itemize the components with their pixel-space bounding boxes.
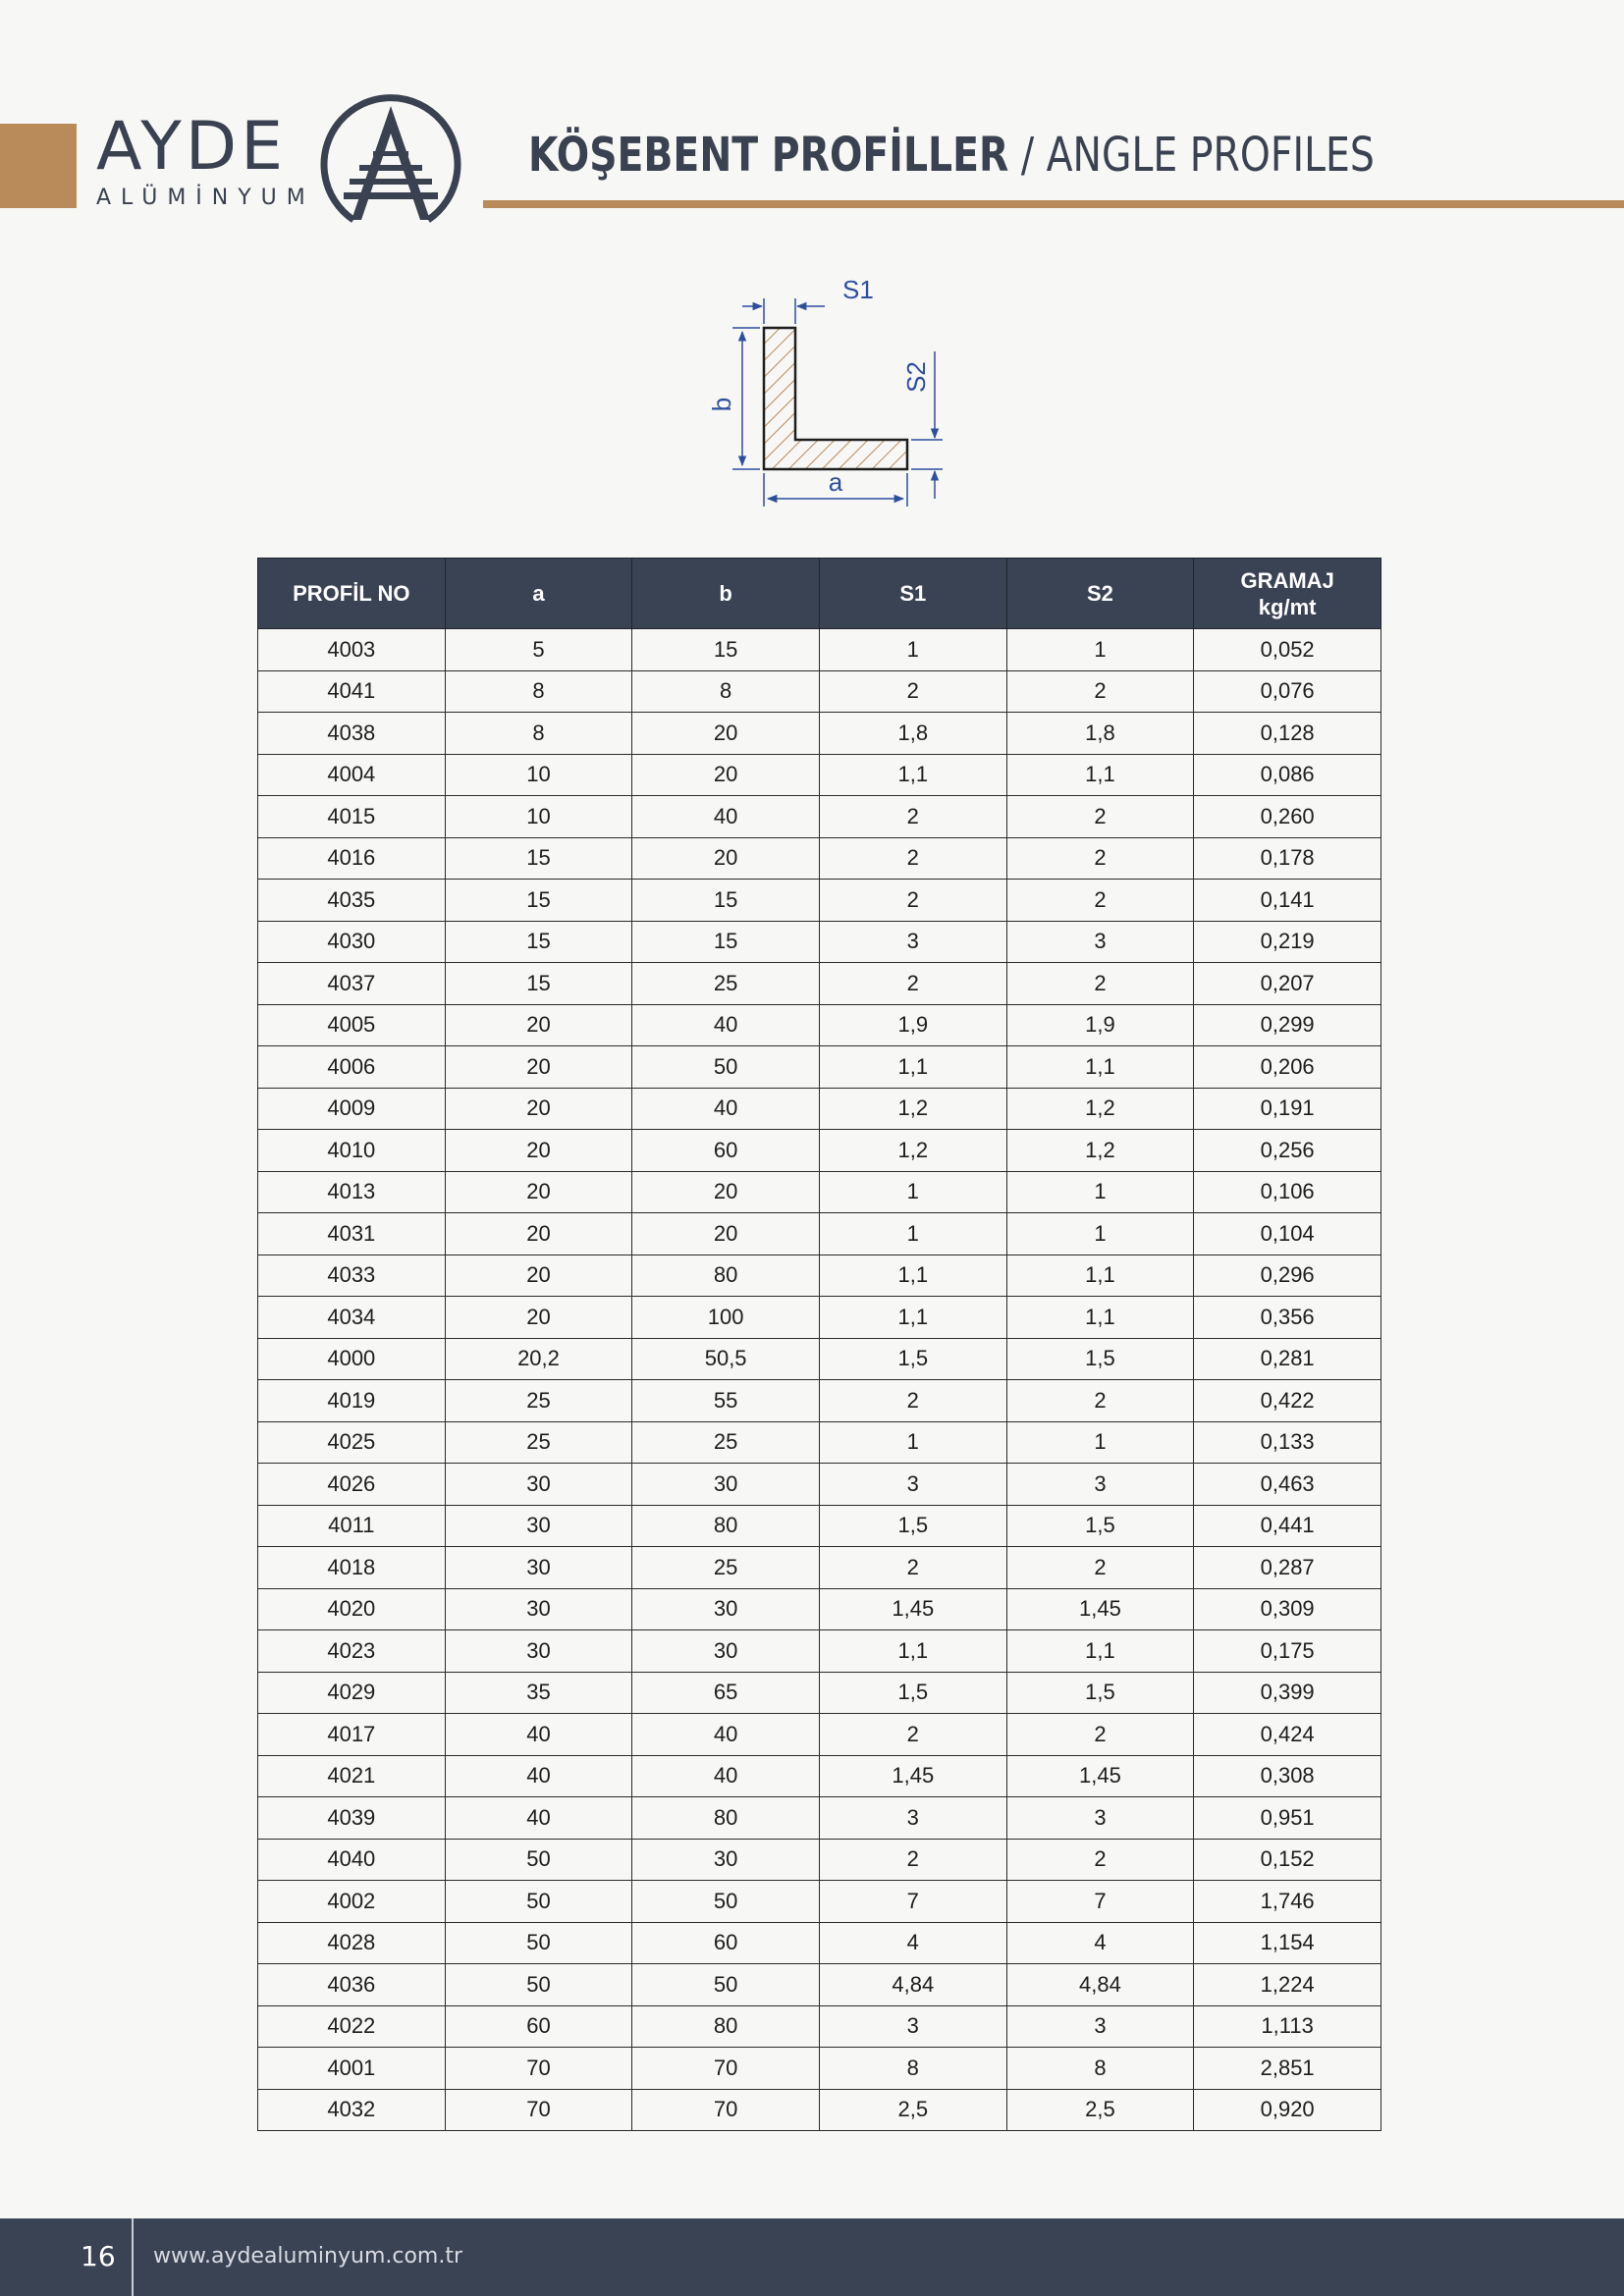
footer-divider xyxy=(132,2218,134,2296)
cell-profile-no: 4033 xyxy=(258,1255,446,1297)
cell-b: 15 xyxy=(632,921,820,963)
cell-a: 25 xyxy=(445,1380,632,1422)
cell-a: 20 xyxy=(445,1171,632,1213)
cell-s1: 3 xyxy=(819,921,1006,963)
cell-b: 70 xyxy=(632,2048,820,2090)
cell-s2: 4 xyxy=(1006,1922,1194,1964)
cell-profile-no: 4037 xyxy=(258,963,446,1005)
cell-profile-no: 4025 xyxy=(258,1421,446,1464)
table-row xyxy=(258,1004,1381,1046)
cell-a: 20 xyxy=(445,1255,632,1297)
table-row xyxy=(258,1755,1381,1797)
table-row xyxy=(258,1046,1381,1089)
cell-profile-no: 4015 xyxy=(258,796,446,838)
title-english: ANGLE PROFILES xyxy=(1046,128,1375,183)
cell-b: 25 xyxy=(632,1547,820,1589)
cell-profile-no: 4032 xyxy=(258,2089,446,2131)
cell-a: 8 xyxy=(445,670,632,713)
cell-s2: 2,5 xyxy=(1006,2089,1194,2131)
table-row xyxy=(258,629,1381,671)
cell-a: 40 xyxy=(445,1714,632,1756)
cell-s2: 2 xyxy=(1006,1839,1194,1881)
cell-gramaj: 0,178 xyxy=(1194,837,1381,880)
cell-s1: 2 xyxy=(819,1380,1006,1422)
cell-a: 35 xyxy=(445,1672,632,1714)
brand-subtitle: ALÜMİNYUM xyxy=(96,186,315,210)
cell-gramaj: 0,106 xyxy=(1194,1171,1381,1213)
cell-s2: 1,5 xyxy=(1006,1672,1194,1714)
cell-a: 30 xyxy=(445,1464,632,1506)
table-row xyxy=(258,1338,1381,1380)
cell-s2: 1,9 xyxy=(1006,1004,1194,1046)
cell-b: 65 xyxy=(632,1672,820,1714)
cell-a: 20 xyxy=(445,1130,632,1172)
cell-b: 20 xyxy=(632,713,820,755)
dimension-s2-label: S2 xyxy=(901,361,931,393)
cell-s2: 2 xyxy=(1006,670,1194,713)
cell-profile-no: 4011 xyxy=(258,1505,446,1547)
column-header-profile-no: PROFİL NO xyxy=(258,559,446,629)
cell-s2: 2 xyxy=(1006,837,1194,880)
cell-s2: 2 xyxy=(1006,880,1194,922)
cell-profile-no: 4010 xyxy=(258,1130,446,1172)
cell-b: 50 xyxy=(632,1046,820,1089)
cell-a: 30 xyxy=(445,1505,632,1547)
cell-gramaj: 0,175 xyxy=(1194,1630,1381,1673)
cell-gramaj: 0,152 xyxy=(1194,1839,1381,1881)
cell-gramaj: 0,219 xyxy=(1194,921,1381,963)
cell-s2: 2 xyxy=(1006,1714,1194,1756)
cell-gramaj: 0,086 xyxy=(1194,754,1381,796)
table-row xyxy=(258,963,1381,1005)
cell-a: 50 xyxy=(445,1964,632,2006)
cell-profile-no: 4041 xyxy=(258,670,446,713)
cell-s1: 1,1 xyxy=(819,1255,1006,1297)
table-row xyxy=(258,1088,1381,1130)
cell-gramaj: 0,076 xyxy=(1194,670,1381,713)
cell-gramaj: 0,281 xyxy=(1194,1338,1381,1380)
table-row xyxy=(258,1922,1381,1964)
cell-profile-no: 4028 xyxy=(258,1922,446,1964)
column-header-s2: S2 xyxy=(1006,559,1194,629)
cell-s2: 1 xyxy=(1006,629,1194,671)
cell-gramaj: 0,256 xyxy=(1194,1130,1381,1172)
cell-b: 80 xyxy=(632,1255,820,1297)
cell-a: 15 xyxy=(445,880,632,922)
cell-profile-no: 4018 xyxy=(258,1547,446,1589)
cell-profile-no: 4000 xyxy=(258,1338,446,1380)
cell-gramaj: 0,207 xyxy=(1194,963,1381,1005)
table-row xyxy=(258,1421,1381,1464)
cell-s1: 1,1 xyxy=(819,754,1006,796)
cell-b: 30 xyxy=(632,1464,820,1506)
cell-b: 40 xyxy=(632,1714,820,1756)
cell-s2: 3 xyxy=(1006,1464,1194,1506)
cell-a: 10 xyxy=(445,796,632,838)
cell-b: 40 xyxy=(632,1088,820,1130)
cell-profile-no: 4003 xyxy=(258,629,446,671)
cell-profile-no: 4006 xyxy=(258,1046,446,1089)
page-title xyxy=(528,126,1375,185)
cell-s1: 3 xyxy=(819,2005,1006,2048)
table-row xyxy=(258,1630,1381,1673)
column-header-gramaj xyxy=(1194,559,1381,629)
cell-s1: 1,45 xyxy=(819,1755,1006,1797)
cell-s2: 1,45 xyxy=(1006,1755,1194,1797)
cell-profile-no: 4005 xyxy=(258,1004,446,1046)
cell-gramaj: 0,133 xyxy=(1194,1421,1381,1464)
cell-gramaj: 0,128 xyxy=(1194,713,1381,755)
cell-b: 50 xyxy=(632,1964,820,2006)
column-header-a: a xyxy=(445,559,632,629)
cell-gramaj: 1,154 xyxy=(1194,1922,1381,1964)
cell-a: 20 xyxy=(445,1297,632,1339)
cell-gramaj: 0,951 xyxy=(1194,1797,1381,1840)
cell-s1: 1,5 xyxy=(819,1505,1006,1547)
cell-a: 20 xyxy=(445,1004,632,1046)
table-row xyxy=(258,2048,1381,2090)
cell-gramaj: 0,260 xyxy=(1194,796,1381,838)
page-footer xyxy=(0,2218,1624,2296)
cell-s1: 4 xyxy=(819,1922,1006,1964)
table-row xyxy=(258,1672,1381,1714)
cell-profile-no: 4031 xyxy=(258,1213,446,1255)
cell-b: 20 xyxy=(632,1171,820,1213)
cell-s2: 1,8 xyxy=(1006,713,1194,755)
cell-s1: 2 xyxy=(819,1839,1006,1881)
table-row xyxy=(258,1130,1381,1172)
dimension-b-label: b xyxy=(707,397,736,412)
cell-b: 15 xyxy=(632,880,820,922)
cell-s1: 3 xyxy=(819,1464,1006,1506)
cell-s2: 1 xyxy=(1006,1171,1194,1213)
cell-s1: 2 xyxy=(819,880,1006,922)
website-link[interactable]: www.aydealuminyum.com.tr xyxy=(153,2244,463,2269)
cell-s2: 3 xyxy=(1006,2005,1194,2048)
cell-s2: 1,2 xyxy=(1006,1130,1194,1172)
cell-b: 30 xyxy=(632,1588,820,1630)
cell-profile-no: 4026 xyxy=(258,1464,446,1506)
table-row xyxy=(258,837,1381,880)
cell-b: 50 xyxy=(632,1881,820,1923)
angle-profile-diagram xyxy=(707,267,962,522)
cell-s1: 2,5 xyxy=(819,2089,1006,2131)
cell-gramaj: 0,296 xyxy=(1194,1255,1381,1297)
cell-gramaj: 0,191 xyxy=(1194,1088,1381,1130)
cell-profile-no: 4021 xyxy=(258,1755,446,1797)
table-row xyxy=(258,2005,1381,2048)
cell-s2: 1,1 xyxy=(1006,1255,1194,1297)
cell-gramaj: 0,356 xyxy=(1194,1297,1381,1339)
table-row xyxy=(258,1505,1381,1547)
cell-s1: 2 xyxy=(819,1547,1006,1589)
cell-profile-no: 4030 xyxy=(258,921,446,963)
cell-s1: 8 xyxy=(819,2048,1006,2090)
cell-a: 30 xyxy=(445,1588,632,1630)
cell-profile-no: 4001 xyxy=(258,2048,446,2090)
cell-b: 8 xyxy=(632,670,820,713)
cell-a: 20,2 xyxy=(445,1338,632,1380)
column-header-s1: S1 xyxy=(819,559,1006,629)
table-row xyxy=(258,754,1381,796)
cell-gramaj: 0,299 xyxy=(1194,1004,1381,1046)
cell-b: 80 xyxy=(632,2005,820,2048)
cell-gramaj: 0,920 xyxy=(1194,2089,1381,2131)
cell-s1: 1,1 xyxy=(819,1297,1006,1339)
cell-profile-no: 4016 xyxy=(258,837,446,880)
cell-b: 80 xyxy=(632,1505,820,1547)
cell-s2: 7 xyxy=(1006,1881,1194,1923)
table-row xyxy=(258,1839,1381,1881)
cell-a: 30 xyxy=(445,1547,632,1589)
cell-s1: 2 xyxy=(819,796,1006,838)
cell-gramaj: 2,851 xyxy=(1194,2048,1381,2090)
table-row xyxy=(258,1213,1381,1255)
cell-gramaj: 0,308 xyxy=(1194,1755,1381,1797)
cell-gramaj: 0,141 xyxy=(1194,880,1381,922)
cell-a: 20 xyxy=(445,1088,632,1130)
cell-s2: 8 xyxy=(1006,2048,1194,2090)
cell-b: 60 xyxy=(632,1922,820,1964)
cell-gramaj: 1,113 xyxy=(1194,2005,1381,2048)
column-header-b: b xyxy=(632,559,820,629)
cell-s2: 2 xyxy=(1006,1380,1194,1422)
cell-b: 100 xyxy=(632,1297,820,1339)
cell-gramaj: 0,104 xyxy=(1194,1213,1381,1255)
cell-profile-no: 4034 xyxy=(258,1297,446,1339)
cell-a: 70 xyxy=(445,2089,632,2131)
cell-s1: 1,5 xyxy=(819,1338,1006,1380)
cell-s2: 1,1 xyxy=(1006,1630,1194,1673)
cell-b: 20 xyxy=(632,1213,820,1255)
cell-s1: 1,5 xyxy=(819,1672,1006,1714)
cell-s2: 1,2 xyxy=(1006,1088,1194,1130)
cell-b: 40 xyxy=(632,1755,820,1797)
cell-s2: 2 xyxy=(1006,796,1194,838)
table-row xyxy=(258,713,1381,755)
cell-a: 50 xyxy=(445,1881,632,1923)
cell-b: 20 xyxy=(632,754,820,796)
cell-s1: 2 xyxy=(819,837,1006,880)
table-row xyxy=(258,1797,1381,1840)
gramaj-unit: kg/mt xyxy=(1258,594,1317,619)
table-row xyxy=(258,1297,1381,1339)
cell-s1: 4,84 xyxy=(819,1964,1006,2006)
dimension-s1-label: S1 xyxy=(842,275,874,304)
cell-gramaj: 0,441 xyxy=(1194,1505,1381,1547)
cell-profile-no: 4040 xyxy=(258,1839,446,1881)
cell-s2: 1,45 xyxy=(1006,1588,1194,1630)
cell-profile-no: 4002 xyxy=(258,1881,446,1923)
cell-gramaj: 0,206 xyxy=(1194,1046,1381,1089)
cell-profile-no: 4004 xyxy=(258,754,446,796)
page-number: 16 xyxy=(81,2240,116,2272)
table-row xyxy=(258,1588,1381,1630)
cell-gramaj: 0,309 xyxy=(1194,1588,1381,1630)
cell-s2: 4,84 xyxy=(1006,1964,1194,2006)
cell-b: 20 xyxy=(632,837,820,880)
cell-gramaj: 0,399 xyxy=(1194,1672,1381,1714)
cell-profile-no: 4038 xyxy=(258,713,446,755)
cell-s2: 1 xyxy=(1006,1421,1194,1464)
cell-profile-no: 4023 xyxy=(258,1630,446,1673)
cell-s1: 7 xyxy=(819,1881,1006,1923)
cell-s1: 1,2 xyxy=(819,1088,1006,1130)
table-row xyxy=(258,1547,1381,1589)
cell-a: 25 xyxy=(445,1421,632,1464)
title-turkish: KÖŞEBENT PROFİLLER xyxy=(528,128,1009,183)
table-row xyxy=(258,670,1381,713)
cell-s2: 1,5 xyxy=(1006,1338,1194,1380)
cell-s2: 1 xyxy=(1006,1213,1194,1255)
cell-profile-no: 4029 xyxy=(258,1672,446,1714)
table-row xyxy=(258,1171,1381,1213)
cell-a: 40 xyxy=(445,1755,632,1797)
table-row xyxy=(258,1380,1381,1422)
cell-b: 40 xyxy=(632,796,820,838)
cell-s1: 1 xyxy=(819,1213,1006,1255)
cell-gramaj: 1,224 xyxy=(1194,1964,1381,2006)
cell-profile-no: 4009 xyxy=(258,1088,446,1130)
cell-b: 80 xyxy=(632,1797,820,1840)
cell-s2: 1,1 xyxy=(1006,1046,1194,1089)
cell-s2: 2 xyxy=(1006,963,1194,1005)
cell-a: 15 xyxy=(445,963,632,1005)
cell-s1: 1,45 xyxy=(819,1588,1006,1630)
cell-gramaj: 0,052 xyxy=(1194,629,1381,671)
cell-b: 25 xyxy=(632,1421,820,1464)
cell-s1: 2 xyxy=(819,1714,1006,1756)
table-row xyxy=(258,1881,1381,1923)
cell-b: 40 xyxy=(632,1004,820,1046)
table-row xyxy=(258,2089,1381,2131)
angle-profiles-table xyxy=(257,558,1381,2131)
cell-gramaj: 0,422 xyxy=(1194,1380,1381,1422)
cell-s1: 1,9 xyxy=(819,1004,1006,1046)
cell-b: 30 xyxy=(632,1839,820,1881)
cell-s1: 1 xyxy=(819,629,1006,671)
cell-s1: 3 xyxy=(819,1797,1006,1840)
cell-b: 70 xyxy=(632,2089,820,2131)
cell-a: 10 xyxy=(445,754,632,796)
cell-a: 5 xyxy=(445,629,632,671)
cell-s1: 1 xyxy=(819,1421,1006,1464)
table-row xyxy=(258,796,1381,838)
cell-gramaj: 0,463 xyxy=(1194,1464,1381,1506)
cell-a: 20 xyxy=(445,1046,632,1089)
cell-a: 40 xyxy=(445,1797,632,1840)
cell-s2: 1,1 xyxy=(1006,1297,1194,1339)
cell-b: 25 xyxy=(632,963,820,1005)
gramaj-label: GRAMAJ xyxy=(1240,567,1334,593)
cell-s1: 2 xyxy=(819,963,1006,1005)
cell-profile-no: 4022 xyxy=(258,2005,446,2048)
cell-b: 50,5 xyxy=(632,1338,820,1380)
cell-b: 15 xyxy=(632,629,820,671)
cell-profile-no: 4039 xyxy=(258,1797,446,1840)
cell-s2: 3 xyxy=(1006,921,1194,963)
cell-b: 30 xyxy=(632,1630,820,1673)
cell-gramaj: 0,287 xyxy=(1194,1547,1381,1589)
table-body xyxy=(258,629,1381,2131)
cell-s1: 1 xyxy=(819,1171,1006,1213)
cell-s2: 3 xyxy=(1006,1797,1194,1840)
table-row xyxy=(258,1964,1381,2006)
cell-s1: 1,2 xyxy=(819,1130,1006,1172)
cell-profile-no: 4017 xyxy=(258,1714,446,1756)
table-header-row xyxy=(258,559,1381,629)
cell-s2: 2 xyxy=(1006,1547,1194,1589)
table-row xyxy=(258,1714,1381,1756)
cell-a: 70 xyxy=(445,2048,632,2090)
table-row xyxy=(258,880,1381,922)
table-row xyxy=(258,1255,1381,1297)
cell-s1: 1,1 xyxy=(819,1630,1006,1673)
cell-a: 30 xyxy=(445,1630,632,1673)
cell-s1: 1,1 xyxy=(819,1046,1006,1089)
cell-b: 55 xyxy=(632,1380,820,1422)
cell-profile-no: 4019 xyxy=(258,1380,446,1422)
cell-a: 20 xyxy=(445,1213,632,1255)
table-row xyxy=(258,921,1381,963)
cell-s2: 1,5 xyxy=(1006,1505,1194,1547)
cell-profile-no: 4036 xyxy=(258,1964,446,2006)
cell-profile-no: 4035 xyxy=(258,880,446,922)
cell-s1: 2 xyxy=(819,670,1006,713)
cell-profile-no: 4013 xyxy=(258,1171,446,1213)
cell-a: 15 xyxy=(445,837,632,880)
cell-profile-no: 4020 xyxy=(258,1588,446,1630)
brand-emblem-icon xyxy=(316,94,465,232)
cell-b: 60 xyxy=(632,1130,820,1172)
table-row xyxy=(258,1464,1381,1506)
cell-gramaj: 1,746 xyxy=(1194,1881,1381,1923)
cell-gramaj: 0,424 xyxy=(1194,1714,1381,1756)
dimension-a-label: a xyxy=(828,467,843,497)
cell-a: 50 xyxy=(445,1839,632,1881)
cell-a: 15 xyxy=(445,921,632,963)
angle-section-shape xyxy=(764,328,907,469)
title-separator: / xyxy=(1008,128,1047,183)
cell-a: 50 xyxy=(445,1922,632,1964)
cell-s2: 1,1 xyxy=(1006,754,1194,796)
header-accent-block xyxy=(0,124,77,208)
brand-name: AYDE xyxy=(96,108,288,186)
brand-logo xyxy=(96,108,315,212)
cell-a: 60 xyxy=(445,2005,632,2048)
title-underline xyxy=(483,200,1624,208)
cell-a: 8 xyxy=(445,713,632,755)
cell-s1: 1,8 xyxy=(819,713,1006,755)
